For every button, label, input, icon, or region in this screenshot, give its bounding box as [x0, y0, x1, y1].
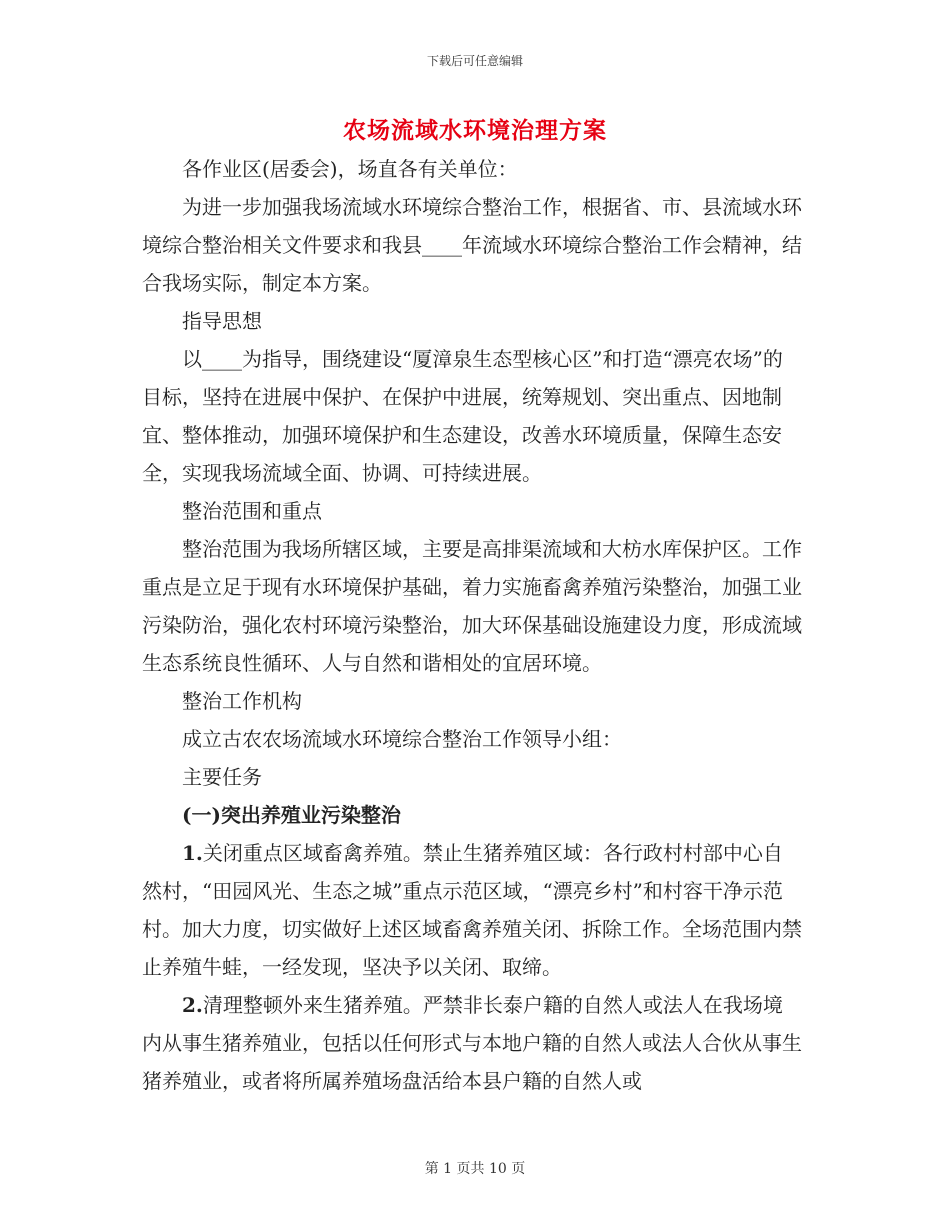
subsection-heading: (一)突出养殖业污染整治: [182, 803, 401, 827]
organization-paragraph: 成立古农农场流域水环境综合整治工作领导小组：: [182, 727, 622, 751]
task-item-2: [142, 986, 802, 1100]
item-number: 2.: [182, 993, 203, 1017]
section-heading-organization: 整治工作机构: [182, 689, 302, 713]
page-footer: 第 1 页共 10 页: [424, 1161, 526, 1177]
scope-paragraph: 整治范围为我场所辖区域，主要是高排渠流域和大枋水库保护区。工作重点是立足于现有水环境保护基础，着力实施畜禽养殖污染整治，加强工业污染防治，强化农村环境污染整治，加大环保基础设施建设力度，形成流域生态系统良性循环、人与自然和谐相处的宜居环境。: [142, 537, 802, 675]
guiding-thought-paragraph: 以____为指导，围绕建设“厦漳泉生态型核心区”和打造“漂亮农场”的目标，坚持在进展中保护、在保护中进展，统筹规划、突出重点、因地制宜、整体推动，加强环境保护和生态建设，改善水环境质量，保障生态安全，实现我场流域全面、协调、可持续进展。: [142, 347, 783, 485]
item-number: 1.: [182, 841, 203, 865]
page-header: 下载后可任意编辑: [426, 54, 523, 68]
document-title: 农场流域水环境治理方案: [343, 117, 607, 144]
document-body: [142, 150, 802, 1100]
section-heading-guiding-thought: 指导思想: [182, 309, 262, 333]
item-text: 清理整顿外来生猪养殖。严禁非长泰户籍的自然人或法人在我场境内从事生猪养殖业，包括以任何形式与本地户籍的自然人或法人合伙从事生猪养殖业，或者将所属养殖场盘活给本县户籍的自然人或: [142, 993, 802, 1093]
section-heading-tasks: 主要任务: [182, 765, 262, 789]
task-item-1: [142, 834, 802, 986]
salutation: 各作业区(居委会)，场直各有关单位：: [182, 157, 518, 181]
item-text: 关闭重点区域畜禽养殖。禁止生猪养殖区域：各行政村村部中心自然村，“田园风光、生态之城”重点示范区域，“漂亮乡村”和村容干净示范村。加大力度，切实做好上述区域畜禽养殖关闭、拆除工作。全场范围内禁止养殖牛蛙，一经发现，坚决予以关闭、取缔。: [142, 841, 802, 979]
intro-paragraph: 为进一步加强我场流域水环境综合整治工作，根据省、市、县流域水环境综合整治相关文件要求和我县____年流域水环境综合整治工作会精神，结合我场实际，制定本方案。: [142, 195, 802, 295]
section-heading-scope: 整治范围和重点: [182, 499, 322, 523]
